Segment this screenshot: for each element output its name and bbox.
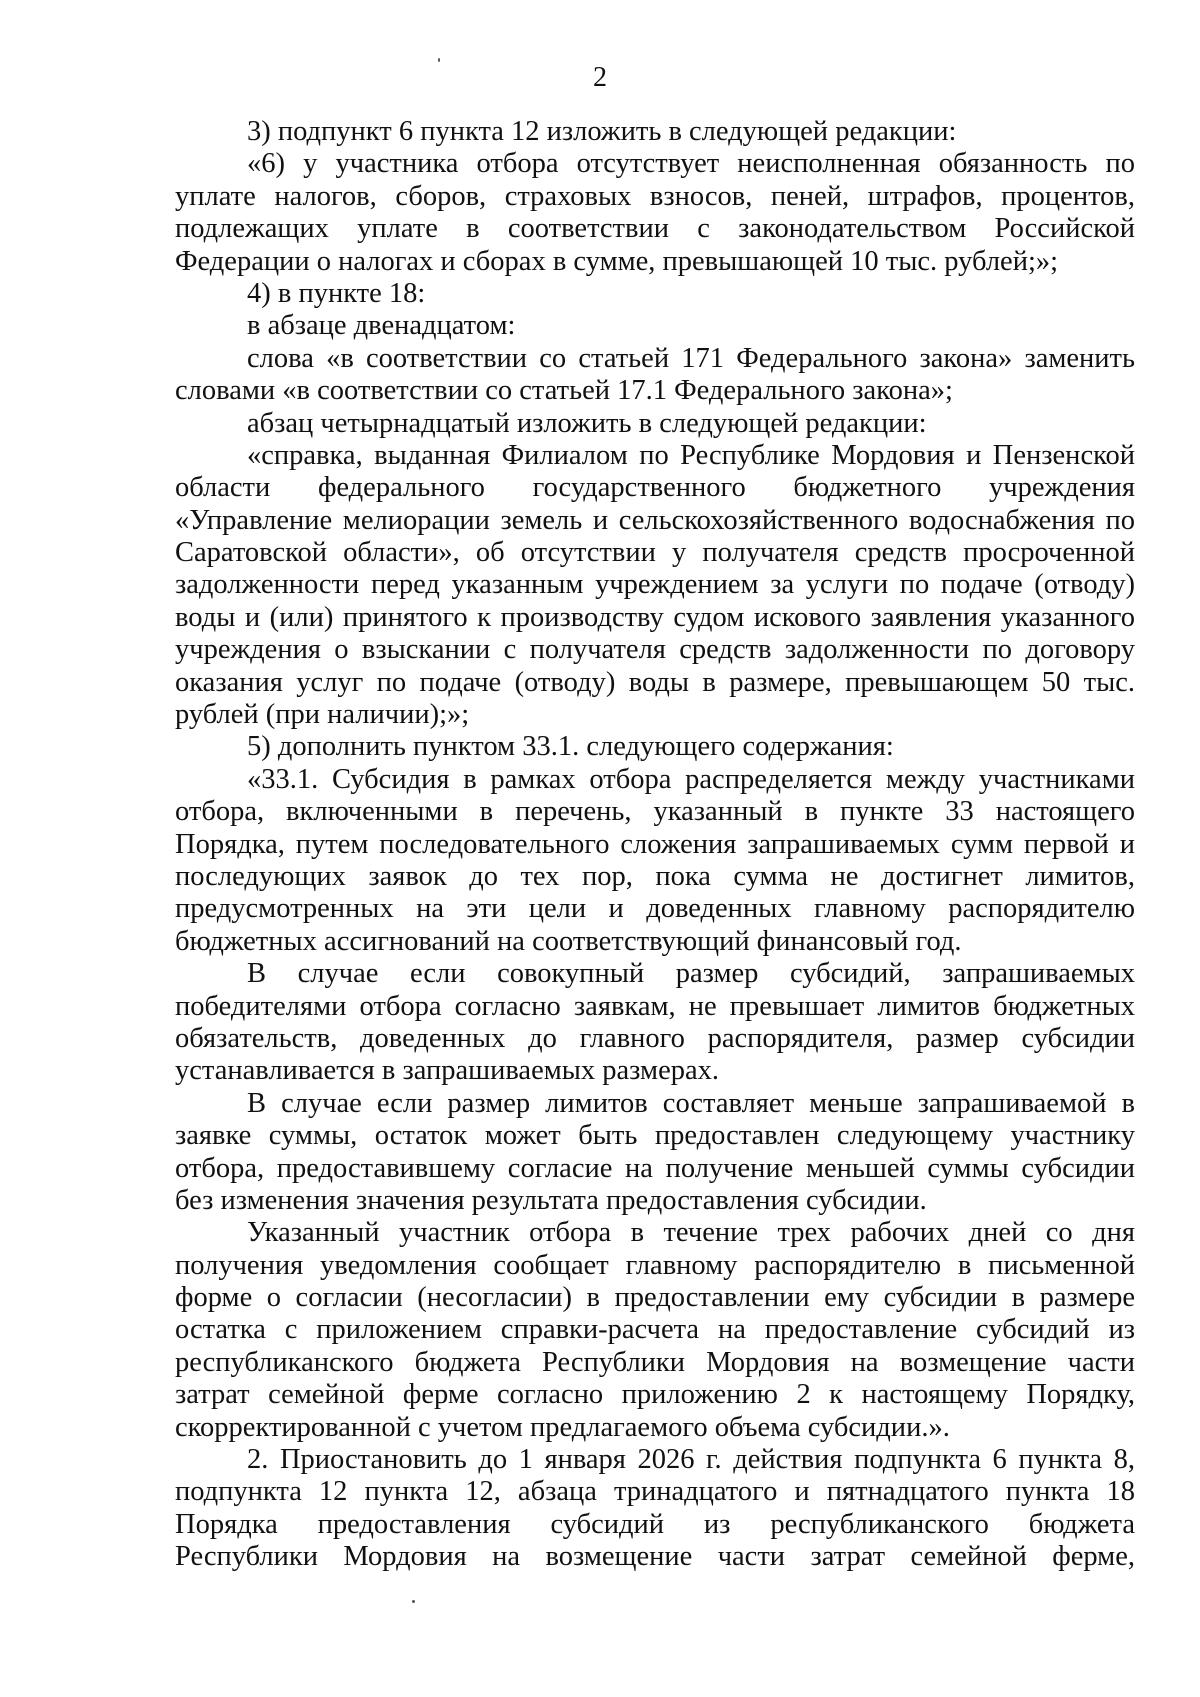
text-line: обязательств, доведенных до главного распорядителя, размер субсидии (175, 1022, 1135, 1054)
text-line: В случае если размер лимитов составляет меньше запрашиваемой в (247, 1087, 1135, 1119)
text-line: словами «в соответствии со статьей 17.1 Федерального закона»; (175, 375, 953, 407)
document-body (175, 116, 1135, 1574)
text-line: Порядка предоставления субсидий из республиканского бюджета (175, 1508, 1135, 1540)
text-line: Порядка, путем последовательного сложения запрашиваемых сумм первой и (175, 828, 1135, 860)
text-line: отбора, предоставившему согласие на получение меньшей суммы субсидии (175, 1152, 1135, 1184)
text-line: воды и (или) принятого к производству судом искового заявления указанного (175, 601, 1135, 633)
text-line: 2. Приостановить до 1 января 2026 г. действия подпункта 6 пункта 8, (247, 1444, 1135, 1476)
text-line: В случае если совокупный размер субсидий, запрашиваемых (247, 958, 1135, 990)
text-line: уплате налогов, сборов, страховых взносов, пеней, штрафов, процентов, (175, 180, 1135, 212)
text-line: победителями отбора согласно заявкам, не превышает лимитов бюджетных (175, 990, 1135, 1022)
text-line: Республики Мордовия на возмещение части затрат семейной ферме, (175, 1541, 1135, 1573)
text-line: заявке суммы, остаток может быть предоставлен следующему участнику (175, 1120, 1135, 1152)
text-line: оказания услуг по подаче (отводу) воды в размере, превышающем 50 тыс. (175, 666, 1135, 698)
scan-artifact (412, 1600, 415, 1603)
text-line: форме о согласии (несогласии) в предоставлении ему субсидии в размере (175, 1282, 1135, 1314)
text-line: области федерального государственного бюджетного учреждения (175, 472, 1135, 504)
text-line: «Управление мелиорации земель и сельскохозяйственного водоснабжения по (175, 504, 1135, 536)
text-line: слова «в соответствии со статьей 171 Федерального закона» заменить (247, 342, 1135, 374)
text-line: республиканского бюджета Республики Мордовия на возмещение части (175, 1346, 1135, 1378)
text-line: отбора, включенными в перечень, указанный в пункте 33 настоящего (175, 796, 1135, 828)
text-line: затрат семейной ферме согласно приложению 2 к настоящему Порядку, (175, 1379, 1135, 1411)
text-line: «33.1. Субсидия в рамках отбора распределяется между участниками (247, 763, 1135, 795)
text-line: остатка с приложением справки-расчета на предоставление субсидий из (175, 1314, 1135, 1346)
text-line: 5) дополнить пунктом 33.1. следующего содержания: (247, 731, 894, 763)
text-line: последующих заявок до тех пор, пока сумма не достигнет лимитов, (175, 860, 1135, 892)
text-line: бюджетных ассигнований на соответствующий финансовый год. (175, 925, 962, 957)
text-line: устанавливается в запрашиваемых размерах. (175, 1055, 719, 1087)
text-line: 3) подпункт 6 пункта 12 изложить в следующей редакции: (247, 116, 957, 147)
text-line: получения уведомления сообщает главному распорядителю в письменной (175, 1249, 1135, 1281)
text-line: учреждения о взыскании с получателя средств задолженности по договору (175, 634, 1135, 666)
scan-artifact (438, 58, 440, 62)
text-line: в абзаце двенадцатом: (247, 310, 516, 342)
text-line: Указанный участник отбора в течение трех рабочих дней со дня (247, 1217, 1135, 1249)
text-line: абзац четырнадцатый изложить в следующей редакции: (247, 407, 927, 439)
text-line: Саратовской области», об отсутствии у получателя средств просроченной (175, 537, 1135, 569)
text-line: предусмотренных на эти цели и доведенных главному распорядителю (175, 893, 1135, 925)
text-line: «справка, выданная Филиалом по Республике Мордовия и Пензенской (247, 439, 1135, 471)
text-line: задолженности перед указанным учреждением за услуги по подаче (отводу) (175, 569, 1135, 601)
text-line: 4) в пункте 18: (247, 277, 426, 309)
text-line: скорректированной с учетом предлагаемого объема субсидии.». (175, 1411, 950, 1443)
text-line: рублей (при наличии);»; (175, 699, 470, 731)
text-line: подлежащих уплате в соответствии с законодательством Российской (175, 213, 1135, 245)
text-line: Федерации о налогах и сборах в сумме, превышающей 10 тыс. рублей;»; (175, 245, 1059, 277)
text-line: подпункта 12 пункта 12, абзаца тринадцатого и пятнадцатого пункта 18 (175, 1476, 1135, 1508)
text-line: «6) у участника отбора отсутствует неисполненная обязанность по (247, 148, 1135, 180)
text-line: без изменения значения результата предоставления субсидии. (175, 1184, 927, 1216)
page-number: 2 (593, 62, 607, 93)
